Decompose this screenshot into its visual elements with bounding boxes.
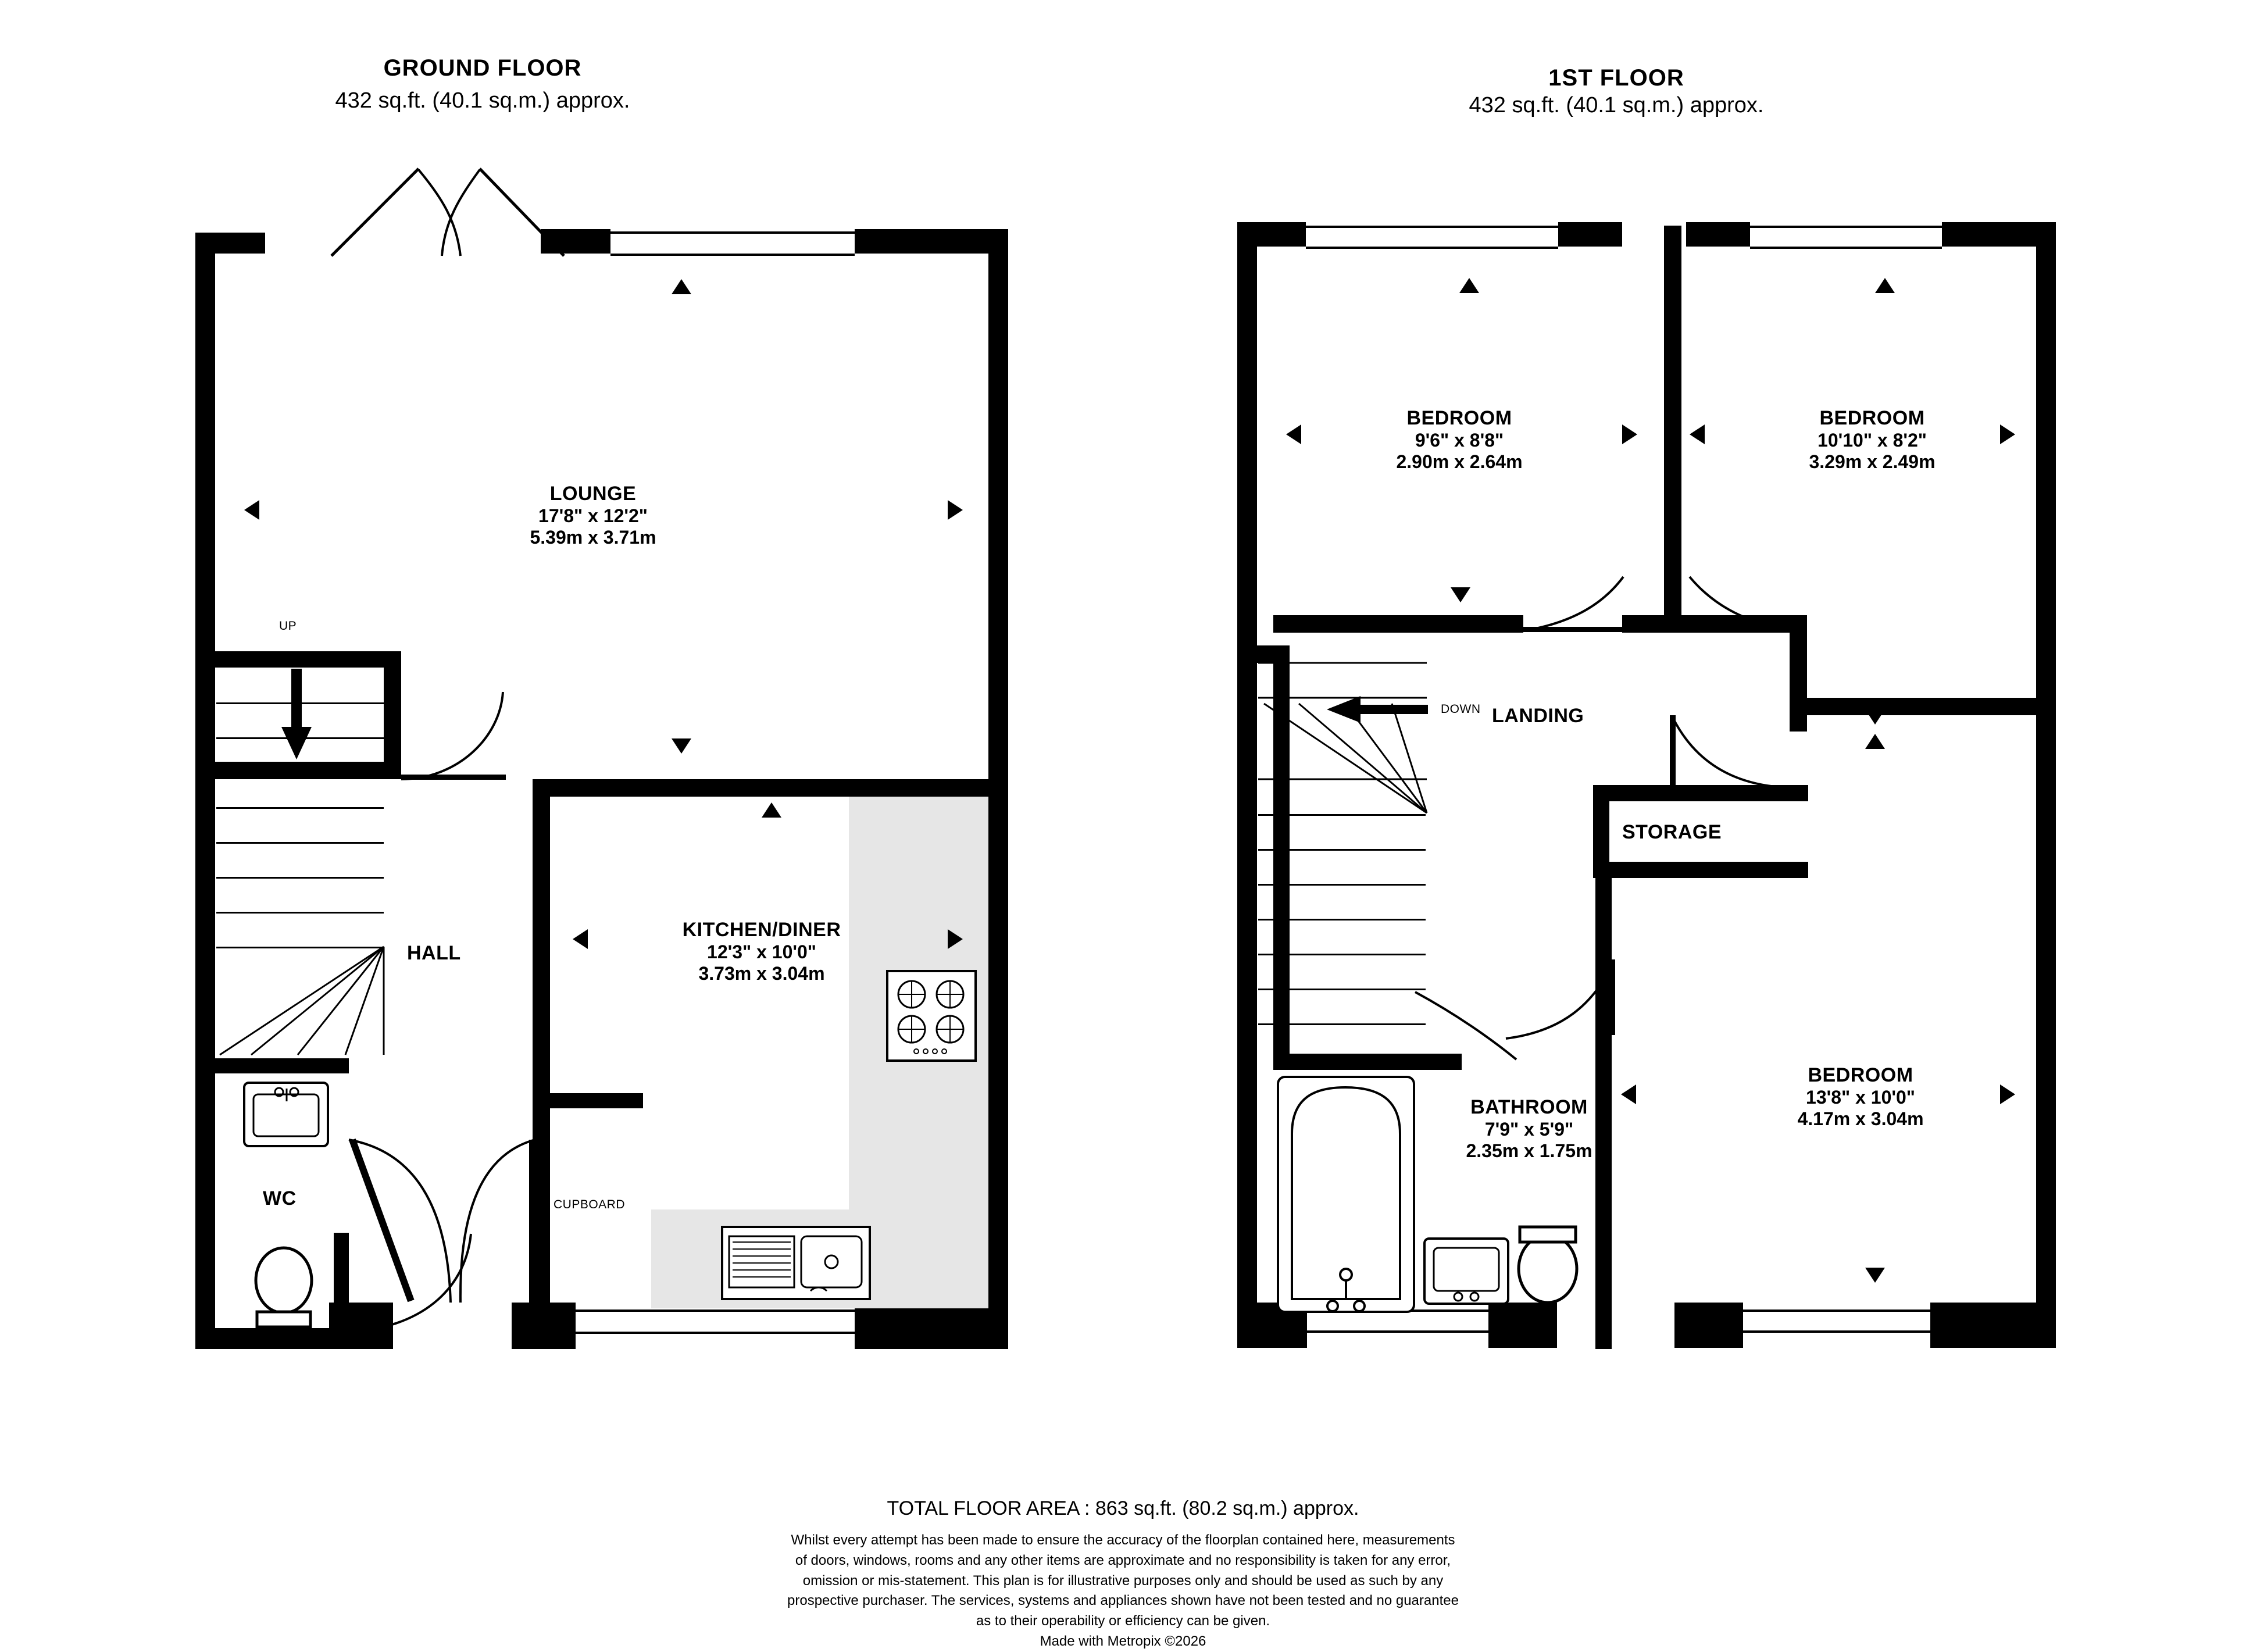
ff-bathroom-toilet — [1512, 1225, 1585, 1311]
first-floor-area: 432 sq.ft. (40.1 sq.m.) approx. — [1469, 93, 1764, 117]
ff-wall-bed1-landing — [1273, 615, 1523, 633]
ff-room-bedroom-1-dim-imperial: 9'6" x 8'8" — [1415, 430, 1504, 451]
ff-wall-bottom-bed3-jamb-right — [1930, 1303, 2056, 1348]
ff-bed2-arrow-down — [1865, 709, 1885, 725]
ff-room-bathroom-dim-imperial: 7'9" x 5'9" — [1484, 1119, 1574, 1140]
ff-bathtub — [1277, 1076, 1415, 1313]
ff-wall-left-outer — [1237, 226, 1257, 1348]
disclaimer-line-2: of doors, windows, rooms and any other items are approximate and no responsibility is taken for any error, — [795, 1552, 1451, 1568]
ff-wall-bed2-bed3-divider — [1807, 698, 2056, 715]
cupboard-label: CUPBOARD — [554, 1198, 626, 1211]
ff-wall-bottom-bed3-jamb-left — [1674, 1303, 1743, 1348]
total-floor-area: TOTAL FLOOR AREA : 863 sq.ft. (80.2 sq.m.) approx. — [887, 1497, 1359, 1519]
ff-room-bedroom-1-name: BEDROOM — [1406, 407, 1512, 429]
ff-bed1-door — [1523, 576, 1628, 634]
ff-bedroom2-window — [1750, 226, 1942, 249]
stair-up-label: UP — [279, 619, 297, 633]
ff-bed3-arrow-up — [1865, 734, 1885, 749]
ff-wall-top-left-stub — [1237, 222, 1306, 247]
ff-bed3-arrow-down — [1865, 1268, 1885, 1283]
ff-bed1-arrow-up — [1459, 278, 1479, 293]
ff-bed1-arrow-right — [1622, 424, 1637, 444]
ff-wall-top-jamb-2 — [1686, 222, 1750, 247]
ff-wall-right-outer — [2036, 226, 2056, 1348]
ff-stair-down-arrow — [1320, 695, 1430, 724]
room-kitchen-diner-name: KITCHEN/DINER — [682, 919, 841, 941]
footer — [0, 1497, 2246, 1652]
ff-down-label: DOWN — [1441, 702, 1481, 716]
ff-bathroom-window — [1307, 1310, 1488, 1333]
ff-room-bedroom-2-name: BEDROOM — [1819, 407, 1925, 429]
room-wc-label: WC — [263, 1187, 297, 1209]
ff-bedroom3-window — [1743, 1310, 1930, 1333]
ff-wall-stair-enclosure-left — [1257, 645, 1274, 663]
ff-room-bedroom-2-dim-imperial: 10'10" x 8'2" — [1817, 430, 1927, 451]
room-lounge-dim-imperial: 17'8" x 12'2" — [538, 505, 648, 526]
room-lounge-dim-metric: 5.39m x 3.71m — [530, 527, 656, 548]
ff-bed2-door — [1684, 576, 1794, 634]
ff-bathroom-door — [1409, 989, 1520, 1064]
room-hall-label: HALL — [407, 942, 461, 964]
ff-room-bedroom-2 — [1709, 407, 2035, 473]
ff-storage-label: STORAGE — [1622, 821, 1722, 843]
disclaimer-line-1: Whilst every attempt has been made to ensure the accuracy of the floorplan contained here, measurements — [791, 1532, 1455, 1548]
room-kitchen-diner-dim-imperial: 12'3" x 10'0" — [707, 941, 816, 962]
ff-room-bedroom-1 — [1297, 407, 1622, 473]
ground-floor-title: GROUND FLOOR — [383, 55, 582, 81]
ff-wall-top-right-stub — [1942, 222, 2056, 247]
ff-room-bathroom-name: BATHROOM — [1470, 1096, 1588, 1118]
disclaimer-line-4: prospective purchaser. The services, systems and appliances shown have not been tested and no guarantee — [787, 1593, 1459, 1609]
first-floor-title: 1ST FLOOR — [1548, 65, 1684, 91]
ff-room-bathroom — [1401, 1096, 1657, 1162]
ff-room-bedroom-3-dim-imperial: 13'8" x 10'0" — [1806, 1087, 1915, 1108]
ff-room-bathroom-dim-metric: 2.35m x 1.75m — [1466, 1140, 1592, 1161]
ff-bed1-arrow-down — [1451, 587, 1470, 602]
room-kitchen-diner-dim-metric: 3.73m x 3.04m — [698, 963, 825, 984]
ff-storage-door — [1669, 715, 1785, 791]
ground-floor-area: 432 sq.ft. (40.1 sq.m.) approx. — [335, 88, 630, 113]
metropix-credit: Made with Metropix ©2026 — [1040, 1633, 1206, 1649]
ff-room-bedroom-1-dim-metric: 2.90m x 2.64m — [1396, 451, 1523, 472]
disclaimer-line-5: as to their operability or efficiency can be given. — [976, 1613, 1270, 1629]
ff-room-bedroom-2-dim-metric: 3.29m x 2.49m — [1809, 451, 1936, 472]
ff-wall-top-jamb-1 — [1558, 222, 1622, 247]
disclaimer-line-3: omission or mis-statement. This plan is for illustrative purposes only and should be used as such by any — [802, 1572, 1444, 1589]
ff-room-bedroom-3-dim-metric: 4.17m x 3.04m — [1797, 1108, 1924, 1129]
ff-bathroom-basin — [1423, 1237, 1509, 1305]
ff-room-bedroom-3 — [1680, 1064, 2041, 1130]
ff-bed2-arrow-left — [1690, 424, 1705, 444]
ff-bed3-door — [1506, 959, 1622, 1041]
ff-room-bedroom-3-name: BEDROOM — [1808, 1064, 1913, 1086]
disclaimer — [0, 1530, 2246, 1652]
ff-bedroom1-window — [1306, 226, 1558, 249]
ff-wall-storage-bottom — [1593, 862, 1808, 878]
ff-wall-bed1-bed2-vertical — [1664, 226, 1681, 633]
ff-bed2-arrow-up — [1875, 278, 1895, 293]
ff-landing-label: LANDING — [1492, 705, 1584, 727]
room-lounge-name: LOUNGE — [549, 483, 637, 505]
